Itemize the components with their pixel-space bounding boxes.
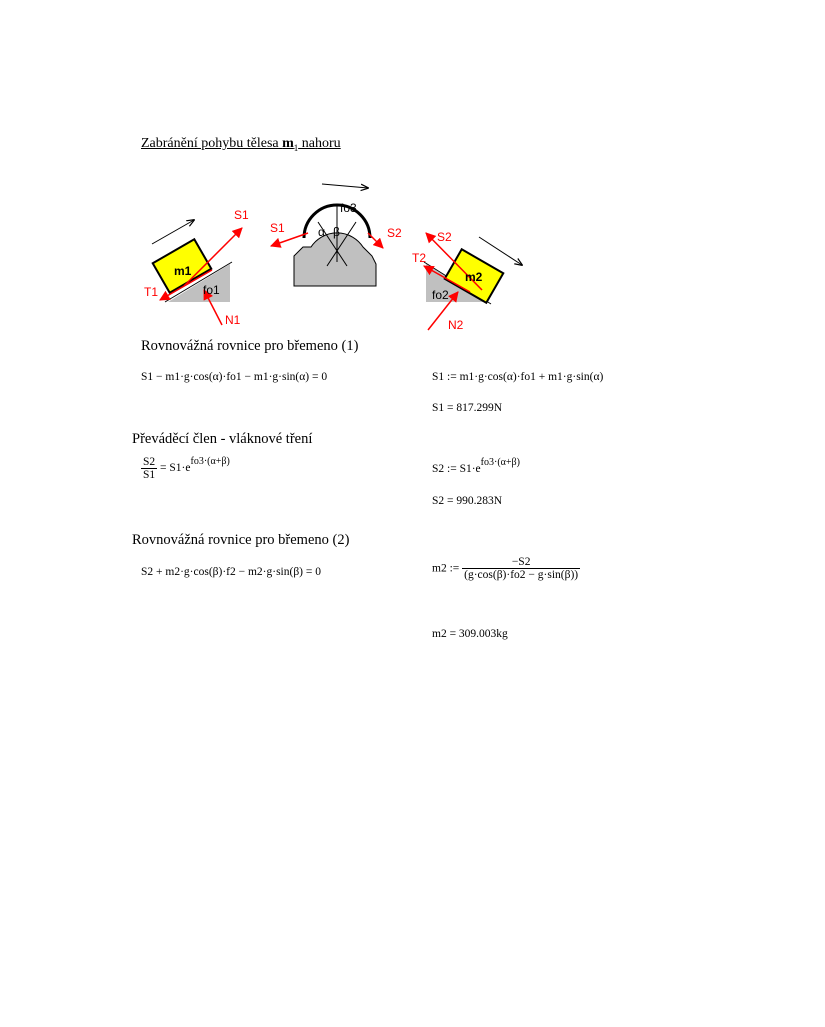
- section1-heading: Rovnovážná rovnice pro břemeno (1): [141, 338, 359, 354]
- title-prefix: Zabránění pohybu tělesa: [141, 136, 283, 151]
- section3-fraction-denominator: (g·cos(β)·fo2 − g·sin(β)): [464, 569, 579, 581]
- label-T1: T1: [144, 285, 159, 299]
- section1-result: S1 = 817.299N: [432, 402, 503, 414]
- right-motion-arrow: [479, 237, 522, 265]
- section2-equation: [141, 456, 230, 481]
- label-m2: m2: [465, 270, 483, 284]
- section1-definition: S1 := m1·g·cos(α)·fo1 + m1·g·sin(α): [432, 371, 604, 383]
- label-S1-drum: S1: [270, 221, 285, 235]
- section3-fraction-numerator: −S2: [462, 556, 580, 569]
- section2-definition: [432, 457, 520, 475]
- section2-definition-lhs: S2 := S1·e: [432, 463, 481, 475]
- section2-fraction: [141, 456, 157, 481]
- left-motion-arrow: [152, 220, 194, 244]
- section3-definition: [432, 556, 580, 581]
- section1-equation: S1 − m1·g·cos(α)·fo1 − m1·g·sin(α) = 0: [141, 371, 328, 383]
- section2-equation-exponent: fo3·(α+β): [190, 456, 230, 468]
- section3-definition-lhs: m2 :=: [432, 562, 460, 575]
- left-incline-group: [144, 208, 249, 327]
- label-fo2: fo2: [432, 288, 449, 302]
- label-N1: N1: [225, 313, 241, 327]
- label-S2-drum: S2: [387, 226, 402, 240]
- drum-group: [270, 184, 402, 286]
- force-S2-drum: [368, 233, 383, 248]
- drum-body: [294, 233, 376, 286]
- section2-definition-exponent: fo3·(α+β): [480, 457, 520, 468]
- section3-fraction: [462, 556, 580, 581]
- label-N2: N2: [448, 318, 464, 332]
- label-fo1: fo1: [203, 283, 220, 297]
- section2-heading: Převáděcí člen - vláknové tření: [132, 431, 313, 447]
- label-fo3: fo3: [340, 201, 357, 215]
- section3-equation: S2 + m2·g·cos(β)·f2 − m2·g·sin(β) = 0: [141, 566, 321, 578]
- force-diagram: [0, 0, 825, 360]
- drum-motion-arrow: [322, 184, 368, 188]
- fraction-numerator: S2: [143, 456, 156, 468]
- label-S1-left: S1: [234, 208, 249, 222]
- title-mass-symbol: m: [282, 136, 294, 151]
- section3-heading: Rovnovážná rovnice pro břemeno (2): [132, 532, 350, 548]
- label-T2: T2: [412, 251, 427, 265]
- section2-result: S2 = 990.283N: [432, 495, 503, 507]
- section2-equation-rhs: = S1·e: [160, 462, 191, 475]
- label-S2-right: S2: [437, 230, 452, 244]
- fraction-denominator: S1: [143, 469, 156, 481]
- label-alpha: α: [318, 225, 325, 239]
- title-mass-subscript: 1: [293, 142, 299, 153]
- title-suffix: nahoru: [298, 136, 341, 151]
- label-m1: m1: [174, 264, 192, 278]
- right-incline-group: [412, 230, 522, 332]
- section3-result: m2 = 309.003kg: [432, 628, 508, 640]
- label-beta: β: [333, 225, 340, 239]
